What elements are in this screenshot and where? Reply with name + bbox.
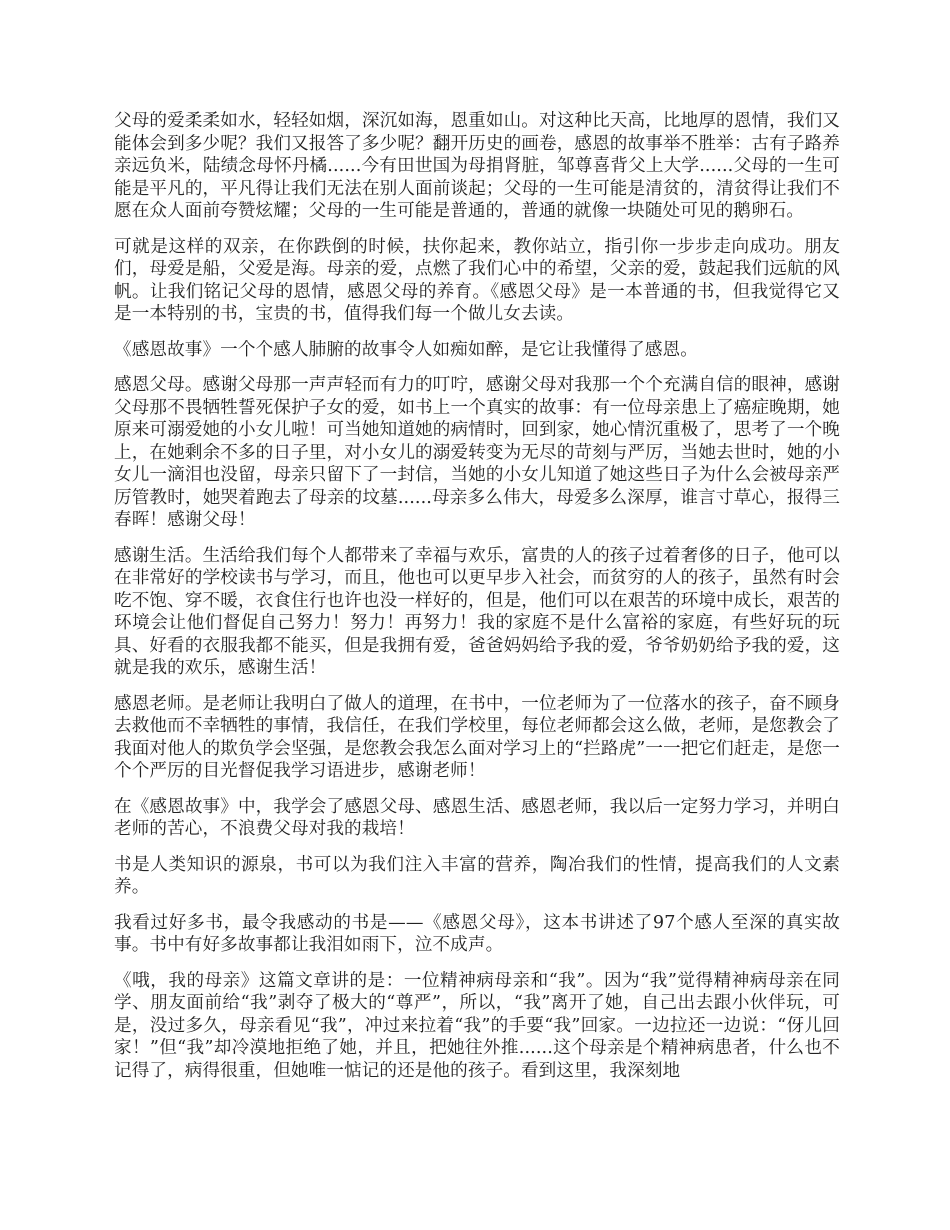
paragraph-6: 感恩老师。是老师让我明白了做人的道理，在书中，一位老师为了一位落水的孩子，奋不顾身去救他而不幸牺牲的事情，我信任，在我们学校里，每位老师都会这么做，老师，是您教会了我面对他人的欺负学会坚强，是您教会我怎么面对学习上的“拦路虎”一一把它们赶走，是您一个个严厉的目光督促我学习语进步，感谢老师！ xyxy=(114,693,840,781)
paragraph-10: 《哦，我的母亲》这篇文章讲的是：一位精神病母亲和“我”。因为“我”觉得精神病母亲在同学、朋友面前给“我”剥夺了极大的“尊严”，所以，“我”离开了她，自己出去跟小伙伴玩，可是，没过多久，母亲看见“我”，冲过来拉着“我”的手要“我”回家。一边拉还一边说：“伢儿回家！”但“我”却冷漠地拒绝了她，并且，把她往外推......这个母亲是个精神病患者，什么也不记得了，病得很重，但她唯一惦记的还是他的孩子。看到这里，我深刻地 xyxy=(114,970,840,1081)
paragraph-8: 书是人类知识的源泉，书可以为我们注入丰富的营养，陶冶我们的性情，提高我们的人文素养。 xyxy=(114,854,840,897)
paragraph-7: 在《感恩故事》中，我学会了感恩父母、感恩生活、感恩老师，我以后一定努力学习，并明白老师的苦心，不浪费父母对我的栽培！ xyxy=(114,796,840,839)
paragraph-2: 可就是这样的双亲，在你跌倒的时候，扶你起来，教你站立，指引你一步步走向成功。朋友们，母爱是船，父爱是海。母亲的爱，点燃了我们心中的希望，父亲的爱，鼓起我们远航的风帆。让我们铭记父母的恩情，感恩父母的养育。《感恩父母》是一本普通的书，但我觉得它又是一本特别的书，宝贵的书，值得我们每一个做儿女去读。 xyxy=(114,236,840,324)
document-body xyxy=(114,110,840,1095)
paragraph-3: 《感恩故事》一个个感人肺腑的故事令人如痴如醉，是它让我懂得了感恩。 xyxy=(114,339,698,360)
paragraph-4: 感恩父母。感谢父母那一声声轻而有力的叮咛，感谢父母对我那一个个充满自信的眼神，感谢父母那不畏牺牲誓死保护子女的爱，如书上一个真实的故事：有一位母亲患上了癌症晚期，她原来可溺爱她的小女儿啦！可当她知道她的病情时，回到家，她心情沉重极了，思考了一个晚上，在她剩余不多的日子里，对小女儿的溺爱转变为无尽的苛刻与严厉，当她去世时，她的小女儿一滴泪也没留，母亲只留下了一封信，当她的小女儿知道了她这些日子为什么会被母亲严厉管教时，她哭着跑去了母亲的坟墓......母亲多么伟大，母爱多么深厚，谁言寸草心，报得三春晖！感谢父母！ xyxy=(114,375,840,530)
paragraph-9: 我看过好多书，最令我感动的书是——《感恩父母》，这本书讲述了97个感人至深的真实故事。书中有好多故事都让我泪如雨下，泣不成声。 xyxy=(114,912,840,955)
paragraph-1: 父母的爱柔柔如水，轻轻如烟，深沉如海，恩重如山。对这种比天高，比地厚的恩情，我们又能体会到多少呢？我们又报答了多少呢？翻开历史的画卷，感恩的故事举不胜举：古有子路养亲远负米，陆绩念母怀丹橘......今有田世国为母捐肾脏，邹尊喜背父上大学......父母的一生可能是平凡的，平凡得让我们无法在别人面前谈起；父母的一生可能是清贫的，清贫得让我们不愿在众人面前夸赞炫耀；父母的一生可能是普通的，普通的就像一块随处可见的鹅卵石。 xyxy=(114,111,840,221)
paragraph-5: 感谢生活。生活给我们每个人都带来了幸福与欢乐，富贵的人的孩子过着奢侈的日子，他可以在非常好的学校读书与学习，而且，他也可以更早步入社会，而贫穷的人的孩子，虽然有时会吃不饱、穿不暖，衣食住行也许也没一样好的，但是，他们可以在艰苦的环境中成长，艰苦的环境会让他们督促自己努力！努力！再努力！我的家庭不是什么富裕的家庭，有些好玩的玩具、好看的衣服我都不能买，但是我拥有爱，爸爸妈妈给予我的爱，爷爷奶奶给予我的爱，这就是我的欢乐，感谢生活！ xyxy=(114,545,840,678)
